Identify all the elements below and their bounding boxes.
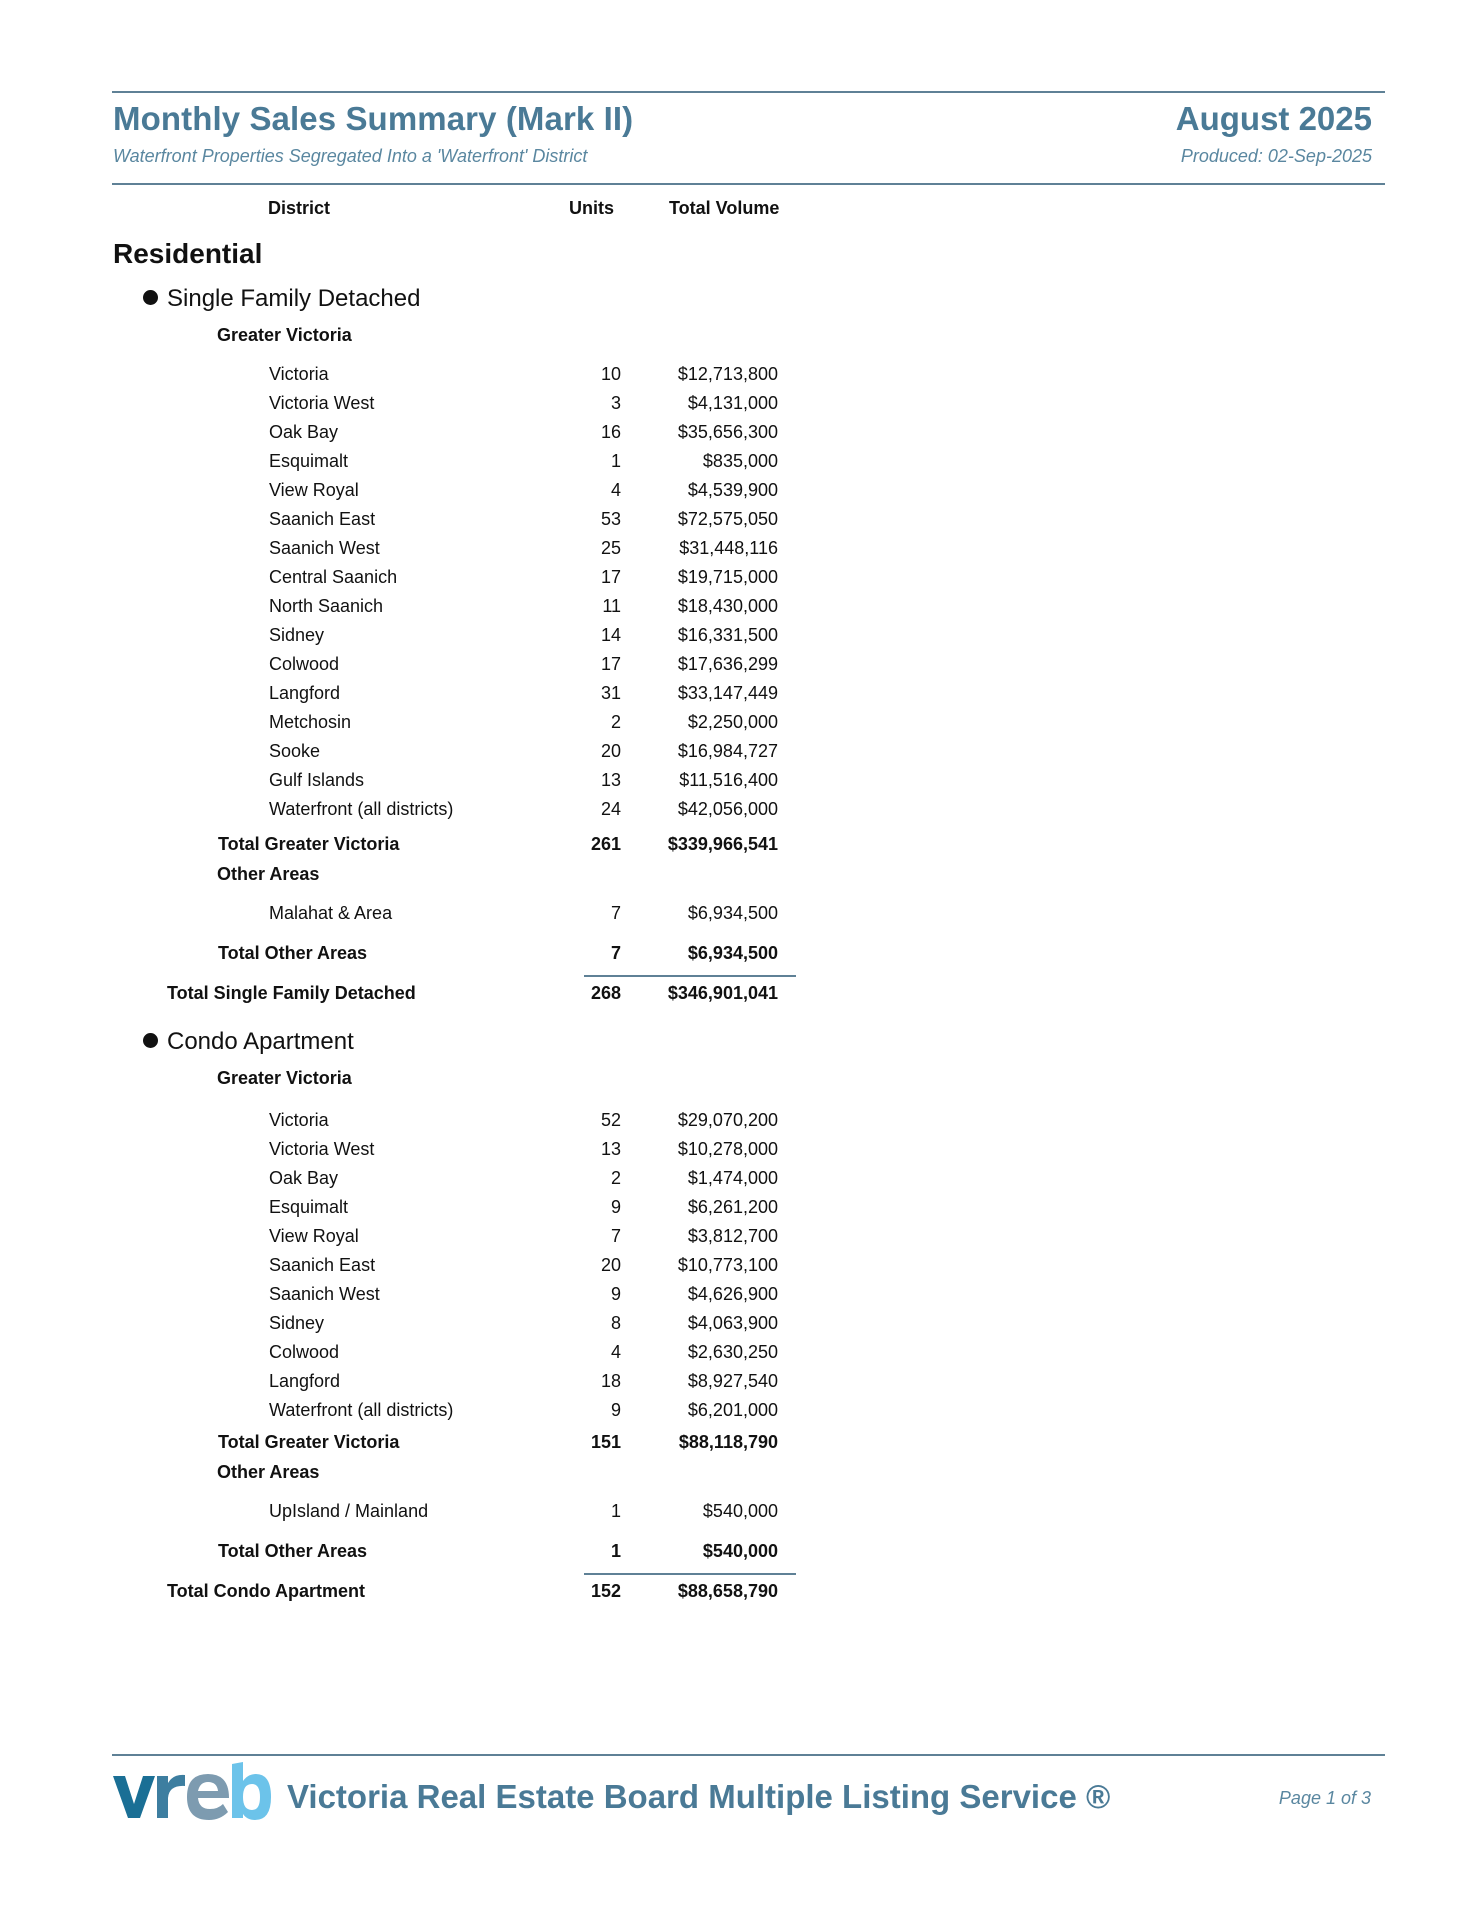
table-row: [0, 1501, 820, 1530]
district-units: 1: [610, 1501, 621, 1521]
district-name: UpIsland / Mainland: [269, 1501, 429, 1521]
total-volume: $339,966,541: [667, 834, 778, 854]
category-heading: Residential: [113, 238, 263, 269]
table-row: [0, 1139, 820, 1168]
district-units: 8: [610, 1313, 621, 1333]
district-volume: $19,715,000: [677, 567, 778, 587]
grand-total-label: Total Single Family Detached: [167, 983, 416, 1003]
grand-total-units: 268: [590, 983, 621, 1003]
district-units: 9: [610, 1400, 621, 1420]
district-name: View Royal: [269, 1226, 359, 1246]
section-heading-single-family: [143, 285, 420, 313]
district-name: Waterfront (all districts): [269, 799, 454, 819]
footer-organization: Victoria Real Estate Board Multiple Listing Service ®: [287, 1778, 1111, 1815]
district-name: Gulf Islands: [269, 770, 365, 790]
total-units: 261: [590, 834, 621, 854]
district-name: Metchosin: [269, 712, 352, 732]
district-volume: $10,278,000: [677, 1139, 778, 1159]
grand-total-label: Total Condo Apartment: [167, 1581, 365, 1601]
district-volume: $540,000: [702, 1501, 778, 1521]
district-units: 18: [600, 1371, 621, 1391]
district-volume: $2,250,000: [687, 712, 778, 732]
district-units: 9: [610, 1197, 621, 1217]
total-units: 151: [590, 1432, 621, 1452]
bullet-icon: [143, 290, 158, 305]
total-volume: $6,934,500: [687, 943, 778, 963]
district-units: 1: [610, 451, 621, 471]
footer-rule: [112, 1754, 1385, 1756]
district-units: 17: [600, 567, 621, 587]
district-name: Oak Bay: [269, 1168, 339, 1188]
district-name: Victoria: [269, 364, 329, 384]
grand-total-volume: $346,901,041: [667, 983, 778, 1003]
district-name: Saanich East: [269, 1255, 376, 1275]
district-volume: $2,630,250: [687, 1342, 778, 1362]
district-volume: $6,934,500: [687, 903, 778, 923]
district-volume: $4,131,000: [687, 393, 778, 413]
district-units: 2: [610, 712, 621, 732]
report-subtitle: Waterfront Properties Segregated Into a 'Waterfront' District: [113, 146, 588, 166]
district-volume: $4,539,900: [687, 480, 778, 500]
column-header-units: Units: [569, 198, 614, 218]
total-row: [0, 943, 820, 972]
district-units: 4: [610, 1342, 621, 1362]
district-name: Langford: [269, 1371, 341, 1391]
district-units: 20: [600, 741, 621, 761]
district-name: Sidney: [269, 625, 325, 645]
column-header-total-volume: Total Volume: [669, 198, 780, 218]
table-row: [0, 393, 820, 422]
total-label: Total Other Areas: [218, 1541, 368, 1561]
table-row: [0, 712, 820, 741]
district-units: 25: [600, 538, 621, 558]
district-units: 31: [600, 683, 621, 703]
grand-total-volume: $88,658,790: [677, 1581, 778, 1601]
table-row: [0, 1342, 820, 1371]
district-units: 3: [610, 393, 621, 413]
total-row: [0, 1432, 820, 1461]
section-title: Single Family Detached: [167, 285, 421, 312]
table-row: [0, 654, 820, 683]
district-units: 9: [610, 1284, 621, 1304]
table-row: [0, 1197, 820, 1226]
district-units: 14: [600, 625, 621, 645]
district-name: Sidney: [269, 1313, 325, 1333]
subtotal-rule: [584, 1573, 796, 1575]
produced-date: Produced: 02-Sep-2025: [1180, 146, 1372, 166]
bullet-icon: [143, 1033, 158, 1048]
district-volume: $6,201,000: [687, 1400, 778, 1420]
group-heading-other-areas: Other Areas: [217, 864, 320, 884]
district-units: 10: [600, 364, 621, 384]
group-heading-other-areas: Other Areas: [217, 1462, 320, 1482]
district-volume: $835,000: [702, 451, 778, 471]
district-volume: $18,430,000: [677, 596, 778, 616]
table-row: [0, 364, 820, 393]
grand-total-row: [0, 983, 820, 1012]
report-title: Monthly Sales Summary (Mark II): [113, 100, 634, 137]
subtotal-rule: [584, 975, 796, 977]
district-units: 13: [600, 770, 621, 790]
district-name: Langford: [269, 683, 341, 703]
district-name: Colwood: [269, 654, 340, 674]
district-units: 53: [600, 509, 621, 529]
table-row: [0, 1284, 820, 1313]
district-name: Waterfront (all districts): [269, 1400, 454, 1420]
district-units: 7: [610, 903, 621, 923]
table-row: [0, 1168, 820, 1197]
district-volume: $1,474,000: [687, 1168, 778, 1188]
table-row: [0, 741, 820, 770]
district-units: 13: [600, 1139, 621, 1159]
district-name: Esquimalt: [269, 451, 349, 471]
table-row: [0, 1226, 820, 1255]
district-volume: $4,063,900: [687, 1313, 778, 1333]
table-row: [0, 1255, 820, 1284]
table-row: [0, 683, 820, 712]
district-units: 2: [610, 1168, 621, 1188]
district-name: North Saanich: [269, 596, 384, 616]
table-row: [0, 596, 820, 625]
total-label: Total Other Areas: [218, 943, 368, 963]
total-label: Total Greater Victoria: [218, 834, 400, 854]
district-volume: $33,147,449: [677, 683, 778, 703]
table-row: [0, 451, 820, 480]
table-row: [0, 770, 820, 799]
district-units: 11: [602, 596, 621, 616]
table-row: [0, 1313, 820, 1342]
district-units: 16: [600, 422, 621, 442]
district-volume: $16,331,500: [677, 625, 778, 645]
district-name: Esquimalt: [269, 1197, 349, 1217]
table-row: [0, 799, 820, 828]
group-heading-greater-victoria: Greater Victoria: [217, 1068, 352, 1088]
grand-total-units: 152: [590, 1581, 621, 1601]
district-name: View Royal: [269, 480, 359, 500]
table-row: [0, 903, 820, 932]
report-period: August 2025: [1175, 100, 1372, 137]
district-volume: $42,056,000: [677, 799, 778, 819]
district-volume: $8,927,540: [687, 1371, 778, 1391]
header-top-rule: [112, 91, 1385, 93]
district-name: Colwood: [269, 1342, 340, 1362]
table-row: [0, 1400, 820, 1429]
table-row: [0, 567, 820, 596]
district-name: Victoria West: [269, 393, 375, 413]
district-volume: $12,713,800: [677, 364, 778, 384]
table-row: [0, 509, 820, 538]
district-units: 4: [610, 480, 621, 500]
header-bottom-rule: [112, 183, 1385, 185]
district-name: Victoria West: [269, 1139, 375, 1159]
total-label: Total Greater Victoria: [218, 1432, 400, 1452]
district-name: Malahat & Area: [269, 903, 393, 923]
table-row: [0, 422, 820, 451]
district-volume: $17,636,299: [677, 654, 778, 674]
total-volume: $540,000: [702, 1541, 778, 1561]
district-units: 17: [600, 654, 621, 674]
table-row: [0, 1110, 820, 1139]
section-heading-condo-apartment: [143, 1028, 354, 1056]
vreb-logo-icon: [111, 1762, 271, 1822]
total-row: [0, 1541, 820, 1570]
grand-total-row: [0, 1581, 820, 1610]
total-units: 1: [610, 1541, 621, 1561]
total-row: [0, 834, 820, 863]
district-volume: $11,516,400: [679, 770, 778, 790]
district-name: Central Saanich: [269, 567, 398, 587]
district-name: Victoria: [269, 1110, 329, 1130]
district-volume: $29,070,200: [677, 1110, 778, 1130]
district-name: Saanich West: [269, 538, 380, 558]
district-volume: $4,626,900: [687, 1284, 778, 1304]
district-volume: $10,773,100: [677, 1255, 778, 1275]
section-title: Condo Apartment: [167, 1028, 354, 1055]
column-header-district: District: [268, 198, 331, 218]
total-units: 7: [610, 943, 621, 963]
table-row: [0, 538, 820, 567]
table-row: [0, 625, 820, 654]
district-units: 52: [600, 1110, 621, 1130]
table-row: [0, 480, 820, 509]
district-volume: $35,656,300: [677, 422, 778, 442]
district-name: Saanich West: [269, 1284, 380, 1304]
district-volume: $72,575,050: [677, 509, 778, 529]
district-name: Saanich East: [269, 509, 376, 529]
district-units: 7: [610, 1226, 621, 1246]
district-units: 24: [600, 799, 621, 819]
district-volume: $31,448,116: [679, 538, 778, 558]
total-volume: $88,118,790: [678, 1432, 778, 1452]
table-row: [0, 1371, 820, 1400]
district-volume: $6,261,200: [687, 1197, 778, 1217]
district-name: Oak Bay: [269, 422, 339, 442]
district-volume: $16,984,727: [677, 741, 778, 761]
group-heading-greater-victoria: Greater Victoria: [217, 325, 352, 345]
district-units: 20: [600, 1255, 621, 1275]
district-volume: $3,812,700: [687, 1226, 778, 1246]
page-number: Page 1 of 3: [1278, 1788, 1371, 1808]
district-name: Sooke: [269, 741, 321, 761]
